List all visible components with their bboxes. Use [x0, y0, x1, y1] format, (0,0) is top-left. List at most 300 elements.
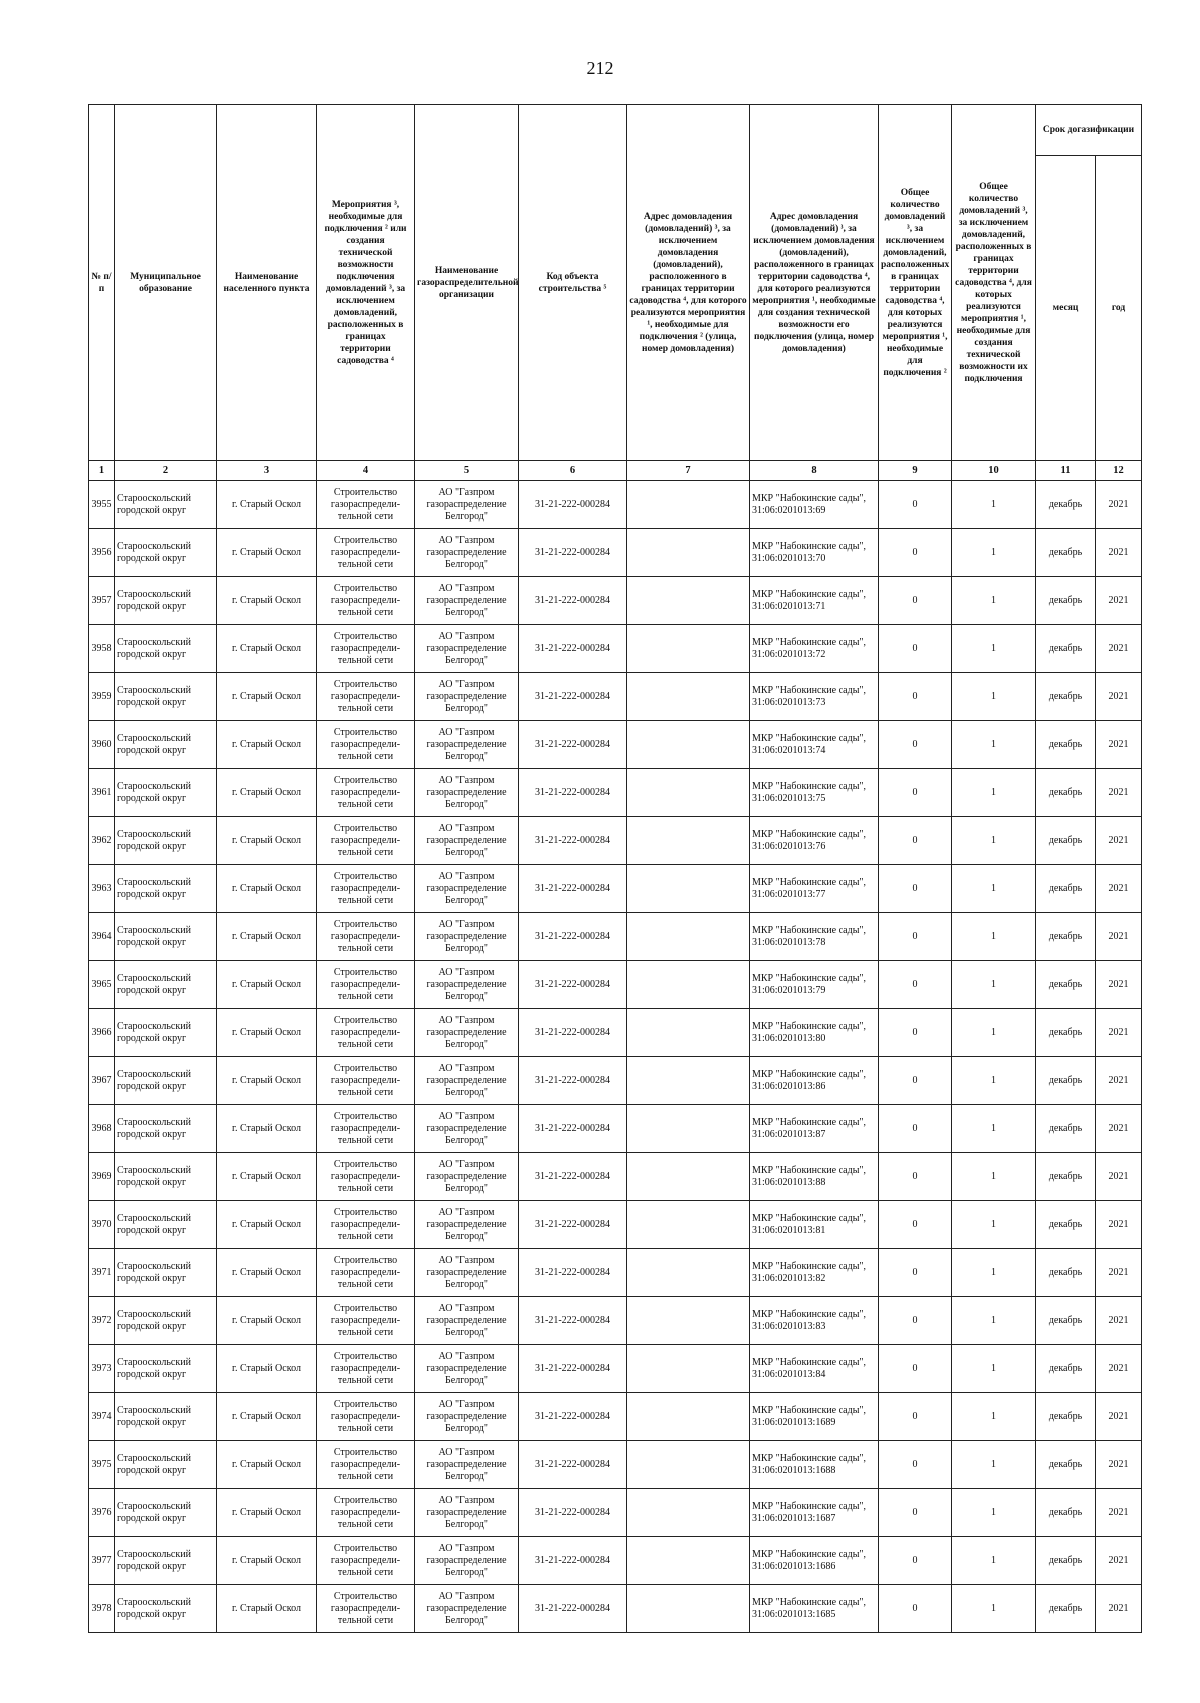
measure-cell: Строительство газораспредели-тельной сети: [317, 481, 415, 529]
object-code-cell: 31-21-222-000284: [519, 673, 627, 721]
count-connection-cell: 0: [879, 1489, 952, 1537]
header-month: месяц: [1036, 156, 1096, 461]
count-technical-cell: 1: [952, 625, 1036, 673]
year-cell: 2021: [1096, 529, 1142, 577]
month-cell: декабрь: [1036, 1297, 1096, 1345]
address-technical-cell: МКР "Набокинские сады", 31:06:0201013:75: [750, 769, 879, 817]
count-connection-cell: 0: [879, 961, 952, 1009]
count-technical-cell: 1: [952, 1297, 1036, 1345]
municipality-cell: Старооскольский городской округ: [115, 721, 217, 769]
year-cell: 2021: [1096, 961, 1142, 1009]
year-cell: 2021: [1096, 1057, 1142, 1105]
measure-cell: Строительство газораспредели-тельной сети: [317, 673, 415, 721]
month-cell: декабрь: [1036, 913, 1096, 961]
address-technical-cell: МКР "Набокинские сады", 31:06:0201013:78: [750, 913, 879, 961]
object-code-cell: 31-21-222-000284: [519, 1585, 627, 1633]
object-code-cell: 31-21-222-000284: [519, 1057, 627, 1105]
object-code-cell: 31-21-222-000284: [519, 865, 627, 913]
municipality-cell: Старооскольский городской округ: [115, 769, 217, 817]
address-connection-cell: [627, 1201, 750, 1249]
municipality-cell: Старооскольский городской округ: [115, 1393, 217, 1441]
month-cell: декабрь: [1036, 865, 1096, 913]
page-number: 212: [586, 58, 614, 78]
address-technical-cell: МКР "Набокинские сады", 31:06:0201013:1688: [750, 1441, 879, 1489]
measure-cell: Строительство газораспредели-тельной сети: [317, 1537, 415, 1585]
header-count-technical: Общее количество домовладений ³, за исключением домовладений, расположенных в границах территории садоводства ⁴, для которых реализуются мероприятия ¹, необходимые для создания технической возможности их подключения: [952, 105, 1036, 461]
count-connection-cell: 0: [879, 1441, 952, 1489]
year-cell: 2021: [1096, 1441, 1142, 1489]
measure-cell: Строительство газораспредели-тельной сети: [317, 577, 415, 625]
month-cell: декабрь: [1036, 1105, 1096, 1153]
address-connection-cell: [627, 1105, 750, 1153]
object-code-cell: 31-21-222-000284: [519, 1105, 627, 1153]
count-technical-cell: 1: [952, 721, 1036, 769]
address-technical-cell: МКР "Набокинские сады", 31:06:0201013:70: [750, 529, 879, 577]
column-number: 10: [952, 461, 1036, 481]
settlement-cell: г. Старый Оскол: [217, 1201, 317, 1249]
table-row: [89, 625, 1142, 673]
address-technical-cell: МКР "Набокинские сады", 31:06:0201013:84: [750, 1345, 879, 1393]
address-technical-cell: МКР "Набокинские сады", 31:06:0201013:1685: [750, 1585, 879, 1633]
count-technical-cell: 1: [952, 481, 1036, 529]
count-connection-cell: 0: [879, 577, 952, 625]
address-connection-cell: [627, 1585, 750, 1633]
row-number: 3969: [89, 1153, 115, 1201]
object-code-cell: 31-21-222-000284: [519, 625, 627, 673]
row-number: 3977: [89, 1537, 115, 1585]
address-connection-cell: [627, 1153, 750, 1201]
municipality-cell: Старооскольский городской округ: [115, 1249, 217, 1297]
municipality-cell: Старооскольский городской округ: [115, 577, 217, 625]
gas-organization-cell: АО "Газпром газораспределение Белгород": [415, 1057, 519, 1105]
row-number: 3963: [89, 865, 115, 913]
gas-organization-cell: АО "Газпром газораспределение Белгород": [415, 817, 519, 865]
table-row: [89, 1489, 1142, 1537]
municipality-cell: Старооскольский городской округ: [115, 481, 217, 529]
gasification-table: [88, 104, 1142, 1633]
table-row: [89, 1105, 1142, 1153]
header-settlement: Наименование населенного пункта: [217, 105, 317, 461]
count-technical-cell: 1: [952, 1441, 1036, 1489]
address-technical-cell: МКР "Набокинские сады", 31:06:0201013:80: [750, 1009, 879, 1057]
object-code-cell: 31-21-222-000284: [519, 1297, 627, 1345]
municipality-cell: Старооскольский городской округ: [115, 673, 217, 721]
month-cell: декабрь: [1036, 577, 1096, 625]
count-technical-cell: 1: [952, 1057, 1036, 1105]
column-number: 4: [317, 461, 415, 481]
year-cell: 2021: [1096, 1009, 1142, 1057]
table-row: [89, 673, 1142, 721]
count-connection-cell: 0: [879, 673, 952, 721]
object-code-cell: 31-21-222-000284: [519, 1489, 627, 1537]
settlement-cell: г. Старый Оскол: [217, 577, 317, 625]
settlement-cell: г. Старый Оскол: [217, 1345, 317, 1393]
gas-organization-cell: АО "Газпром газораспределение Белгород": [415, 865, 519, 913]
row-number: 3973: [89, 1345, 115, 1393]
table-row: [89, 961, 1142, 1009]
settlement-cell: г. Старый Оскол: [217, 625, 317, 673]
month-cell: декабрь: [1036, 1537, 1096, 1585]
column-number: 1: [89, 461, 115, 481]
object-code-cell: 31-21-222-000284: [519, 481, 627, 529]
count-connection-cell: 0: [879, 769, 952, 817]
address-connection-cell: [627, 1057, 750, 1105]
address-technical-cell: МКР "Набокинские сады", 31:06:0201013:81: [750, 1201, 879, 1249]
count-technical-cell: 1: [952, 769, 1036, 817]
settlement-cell: г. Старый Оскол: [217, 1009, 317, 1057]
count-connection-cell: 0: [879, 721, 952, 769]
row-number: 3968: [89, 1105, 115, 1153]
settlement-cell: г. Старый Оскол: [217, 865, 317, 913]
address-technical-cell: МКР "Набокинские сады", 31:06:0201013:79: [750, 961, 879, 1009]
gas-organization-cell: АО "Газпром газораспределение Белгород": [415, 529, 519, 577]
header-year: год: [1096, 156, 1142, 461]
year-cell: 2021: [1096, 1201, 1142, 1249]
month-cell: декабрь: [1036, 1201, 1096, 1249]
row-number: 3962: [89, 817, 115, 865]
year-cell: 2021: [1096, 625, 1142, 673]
measure-cell: Строительство газораспредели-тельной сети: [317, 1009, 415, 1057]
gas-organization-cell: АО "Газпром газораспределение Белгород": [415, 1249, 519, 1297]
year-cell: 2021: [1096, 769, 1142, 817]
count-connection-cell: 0: [879, 625, 952, 673]
header-deadline-group: Срок догазификации: [1036, 105, 1142, 156]
count-technical-cell: 1: [952, 1585, 1036, 1633]
count-technical-cell: 1: [952, 1393, 1036, 1441]
count-technical-cell: 1: [952, 913, 1036, 961]
year-cell: 2021: [1096, 1345, 1142, 1393]
table-row: [89, 1585, 1142, 1633]
year-cell: 2021: [1096, 481, 1142, 529]
count-technical-cell: 1: [952, 673, 1036, 721]
table-row: [89, 817, 1142, 865]
address-connection-cell: [627, 577, 750, 625]
settlement-cell: г. Старый Оскол: [217, 1393, 317, 1441]
row-number: 3975: [89, 1441, 115, 1489]
measure-cell: Строительство газораспредели-тельной сети: [317, 1489, 415, 1537]
table-row: [89, 769, 1142, 817]
count-technical-cell: 1: [952, 961, 1036, 1009]
row-number: 3960: [89, 721, 115, 769]
measure-cell: Строительство газораспредели-тельной сети: [317, 721, 415, 769]
municipality-cell: Старооскольский городской округ: [115, 1489, 217, 1537]
year-cell: 2021: [1096, 865, 1142, 913]
header-address-technical: Адрес домовладения (домовладений) ³, за исключением домовладения (домовладений), расположенного в границах территории садоводства ⁴, для которого реализуются мероприятия ¹, необходимые для создания технической возможности его подключения (улица, номер домовладения): [750, 105, 879, 461]
gas-organization-cell: АО "Газпром газораспределение Белгород": [415, 481, 519, 529]
municipality-cell: Старооскольский городской округ: [115, 1057, 217, 1105]
row-number: 3957: [89, 577, 115, 625]
header-measures: Мероприятия ³, необходимые для подключения ² или создания технической возможности подключения домовладений ³, за исключением домовладений, расположенных в границах территории садоводства ⁴: [317, 105, 415, 461]
table-row: [89, 1537, 1142, 1585]
address-technical-cell: МКР "Набокинские сады", 31:06:0201013:73: [750, 673, 879, 721]
object-code-cell: 31-21-222-000284: [519, 1153, 627, 1201]
municipality-cell: Старооскольский городской округ: [115, 1345, 217, 1393]
measure-cell: Строительство газораспредели-тельной сети: [317, 817, 415, 865]
gas-organization-cell: АО "Газпром газораспределение Белгород": [415, 625, 519, 673]
count-connection-cell: 0: [879, 1393, 952, 1441]
object-code-cell: 31-21-222-000284: [519, 1537, 627, 1585]
measure-cell: Строительство газораспредели-тельной сети: [317, 865, 415, 913]
count-technical-cell: 1: [952, 529, 1036, 577]
measure-cell: Строительство газораспредели-тельной сети: [317, 1057, 415, 1105]
settlement-cell: г. Старый Оскол: [217, 1297, 317, 1345]
month-cell: декабрь: [1036, 1153, 1096, 1201]
count-technical-cell: 1: [952, 1201, 1036, 1249]
count-technical-cell: 1: [952, 1345, 1036, 1393]
municipality-cell: Старооскольский городской округ: [115, 1537, 217, 1585]
object-code-cell: 31-21-222-000284: [519, 1249, 627, 1297]
count-connection-cell: 0: [879, 865, 952, 913]
table-row: [89, 481, 1142, 529]
municipality-cell: Старооскольский городской округ: [115, 1585, 217, 1633]
count-technical-cell: 1: [952, 1537, 1036, 1585]
object-code-cell: 31-21-222-000284: [519, 1345, 627, 1393]
month-cell: декабрь: [1036, 1489, 1096, 1537]
month-cell: декабрь: [1036, 721, 1096, 769]
month-cell: декабрь: [1036, 1585, 1096, 1633]
year-cell: 2021: [1096, 577, 1142, 625]
measure-cell: Строительство газораспредели-тельной сети: [317, 1393, 415, 1441]
measure-cell: Строительство газораспредели-тельной сети: [317, 913, 415, 961]
table-row: [89, 913, 1142, 961]
object-code-cell: 31-21-222-000284: [519, 1441, 627, 1489]
address-technical-cell: МКР "Набокинские сады", 31:06:0201013:69: [750, 481, 879, 529]
count-connection-cell: 0: [879, 1345, 952, 1393]
table-row: [89, 1249, 1142, 1297]
address-technical-cell: МКР "Набокинские сады", 31:06:0201013:83: [750, 1297, 879, 1345]
measure-cell: Строительство газораспредели-тельной сети: [317, 1249, 415, 1297]
column-number: 7: [627, 461, 750, 481]
count-connection-cell: 0: [879, 529, 952, 577]
settlement-cell: г. Старый Оскол: [217, 1249, 317, 1297]
settlement-cell: г. Старый Оскол: [217, 721, 317, 769]
settlement-cell: г. Старый Оскол: [217, 961, 317, 1009]
column-number: 12: [1096, 461, 1142, 481]
address-connection-cell: [627, 913, 750, 961]
object-code-cell: 31-21-222-000284: [519, 1201, 627, 1249]
settlement-cell: г. Старый Оскол: [217, 673, 317, 721]
address-connection-cell: [627, 1345, 750, 1393]
gas-organization-cell: АО "Газпром газораспределение Белгород": [415, 961, 519, 1009]
year-cell: 2021: [1096, 1393, 1142, 1441]
measure-cell: Строительство газораспредели-тельной сети: [317, 1585, 415, 1633]
table-row: [89, 1153, 1142, 1201]
row-number: 3972: [89, 1297, 115, 1345]
address-technical-cell: МКР "Набокинские сады", 31:06:0201013:1687: [750, 1489, 879, 1537]
measure-cell: Строительство газораспредели-тельной сети: [317, 1345, 415, 1393]
address-connection-cell: [627, 1249, 750, 1297]
column-number: 2: [115, 461, 217, 481]
address-technical-cell: МКР "Набокинские сады", 31:06:0201013:77: [750, 865, 879, 913]
gas-organization-cell: АО "Газпром газораспределение Белгород": [415, 1585, 519, 1633]
municipality-cell: Старооскольский городской округ: [115, 1201, 217, 1249]
year-cell: 2021: [1096, 1105, 1142, 1153]
header-municipality: Муниципальное образование: [115, 105, 217, 461]
address-connection-cell: [627, 1441, 750, 1489]
count-connection-cell: 0: [879, 1249, 952, 1297]
row-number: 3959: [89, 673, 115, 721]
table-row: [89, 577, 1142, 625]
column-number: 11: [1036, 461, 1096, 481]
header-gas-organization: Наименование газораспределительной организации: [415, 105, 519, 461]
address-connection-cell: [627, 673, 750, 721]
municipality-cell: Старооскольский городской округ: [115, 961, 217, 1009]
count-technical-cell: 1: [952, 817, 1036, 865]
month-cell: декабрь: [1036, 1057, 1096, 1105]
gas-organization-cell: АО "Газпром газораспределение Белгород": [415, 1489, 519, 1537]
gas-organization-cell: АО "Газпром газораспределение Белгород": [415, 673, 519, 721]
header-count-connection: Общее количество домовладений ³, за исключением домовладений, расположенных в границах территории садоводства ⁴, для которых реализуются мероприятия ¹, необходимые для подключения ²: [879, 105, 952, 461]
row-number: 3956: [89, 529, 115, 577]
object-code-cell: 31-21-222-000284: [519, 961, 627, 1009]
header-object-code: Код объекта строительства ⁵: [519, 105, 627, 461]
gas-organization-cell: АО "Газпром газораспределение Белгород": [415, 913, 519, 961]
settlement-cell: г. Старый Оскол: [217, 1585, 317, 1633]
address-connection-cell: [627, 481, 750, 529]
table-row: [89, 529, 1142, 577]
object-code-cell: 31-21-222-000284: [519, 769, 627, 817]
count-connection-cell: 0: [879, 1057, 952, 1105]
count-technical-cell: 1: [952, 1009, 1036, 1057]
address-connection-cell: [627, 529, 750, 577]
table-row: [89, 721, 1142, 769]
row-number: 3958: [89, 625, 115, 673]
gas-organization-cell: АО "Газпром газораспределение Белгород": [415, 1201, 519, 1249]
count-connection-cell: 0: [879, 1585, 952, 1633]
table-row: [89, 1057, 1142, 1105]
count-connection-cell: 0: [879, 1537, 952, 1585]
count-connection-cell: 0: [879, 1009, 952, 1057]
object-code-cell: 31-21-222-000284: [519, 721, 627, 769]
settlement-cell: г. Старый Оскол: [217, 1537, 317, 1585]
settlement-cell: г. Старый Оскол: [217, 481, 317, 529]
table-row: [89, 1201, 1142, 1249]
measure-cell: Строительство газораспредели-тельной сети: [317, 1153, 415, 1201]
measure-cell: Строительство газораспредели-тельной сети: [317, 961, 415, 1009]
row-number: 3965: [89, 961, 115, 1009]
year-cell: 2021: [1096, 1249, 1142, 1297]
year-cell: 2021: [1096, 817, 1142, 865]
column-number: 6: [519, 461, 627, 481]
gas-organization-cell: АО "Газпром газораспределение Белгород": [415, 721, 519, 769]
table-row: [89, 1393, 1142, 1441]
object-code-cell: 31-21-222-000284: [519, 913, 627, 961]
row-number: 3971: [89, 1249, 115, 1297]
row-number: 3966: [89, 1009, 115, 1057]
row-number: 3978: [89, 1585, 115, 1633]
gas-organization-cell: АО "Газпром газораспределение Белгород": [415, 1441, 519, 1489]
month-cell: декабрь: [1036, 961, 1096, 1009]
address-connection-cell: [627, 625, 750, 673]
column-number: 8: [750, 461, 879, 481]
column-number: 9: [879, 461, 952, 481]
count-connection-cell: 0: [879, 817, 952, 865]
address-connection-cell: [627, 1489, 750, 1537]
column-number: 5: [415, 461, 519, 481]
gas-organization-cell: АО "Газпром газораспределение Белгород": [415, 1537, 519, 1585]
settlement-cell: г. Старый Оскол: [217, 913, 317, 961]
gas-organization-cell: АО "Газпром газораспределение Белгород": [415, 1153, 519, 1201]
measure-cell: Строительство газораспредели-тельной сети: [317, 1105, 415, 1153]
month-cell: декабрь: [1036, 481, 1096, 529]
count-technical-cell: 1: [952, 1489, 1036, 1537]
count-technical-cell: 1: [952, 577, 1036, 625]
municipality-cell: Старооскольский городской округ: [115, 1297, 217, 1345]
municipality-cell: Старооскольский городской округ: [115, 1153, 217, 1201]
month-cell: декабрь: [1036, 625, 1096, 673]
municipality-cell: Старооскольский городской округ: [115, 913, 217, 961]
address-connection-cell: [627, 1537, 750, 1585]
count-connection-cell: 0: [879, 1153, 952, 1201]
settlement-cell: г. Старый Оскол: [217, 1057, 317, 1105]
year-cell: 2021: [1096, 1297, 1142, 1345]
measure-cell: Строительство газораспредели-тельной сети: [317, 1201, 415, 1249]
count-technical-cell: 1: [952, 1249, 1036, 1297]
row-number: 3955: [89, 481, 115, 529]
header-row-number: № п/п: [89, 105, 115, 461]
municipality-cell: Старооскольский городской округ: [115, 1009, 217, 1057]
count-technical-cell: 1: [952, 865, 1036, 913]
address-technical-cell: МКР "Набокинские сады", 31:06:0201013:71: [750, 577, 879, 625]
address-technical-cell: МКР "Набокинские сады", 31:06:0201013:72: [750, 625, 879, 673]
row-number: 3961: [89, 769, 115, 817]
count-connection-cell: 0: [879, 1105, 952, 1153]
count-connection-cell: 0: [879, 913, 952, 961]
object-code-cell: 31-21-222-000284: [519, 577, 627, 625]
table-header: [89, 105, 1142, 481]
year-cell: 2021: [1096, 721, 1142, 769]
measure-cell: Строительство газораспредели-тельной сети: [317, 769, 415, 817]
gas-organization-cell: АО "Газпром газораспределение Белгород": [415, 1393, 519, 1441]
year-cell: 2021: [1096, 673, 1142, 721]
count-technical-cell: 1: [952, 1153, 1036, 1201]
municipality-cell: Старооскольский городской округ: [115, 817, 217, 865]
address-connection-cell: [627, 769, 750, 817]
gas-organization-cell: АО "Газпром газораспределение Белгород": [415, 1297, 519, 1345]
address-connection-cell: [627, 961, 750, 1009]
month-cell: декабрь: [1036, 1009, 1096, 1057]
settlement-cell: г. Старый Оскол: [217, 529, 317, 577]
municipality-cell: Старооскольский городской округ: [115, 1105, 217, 1153]
address-technical-cell: МКР "Набокинские сады", 31:06:0201013:87: [750, 1105, 879, 1153]
count-connection-cell: 0: [879, 481, 952, 529]
gas-organization-cell: АО "Газпром газораспределение Белгород": [415, 769, 519, 817]
year-cell: 2021: [1096, 1585, 1142, 1633]
address-technical-cell: МКР "Набокинские сады", 31:06:0201013:82: [750, 1249, 879, 1297]
year-cell: 2021: [1096, 1537, 1142, 1585]
table-row: [89, 865, 1142, 913]
gas-organization-cell: АО "Газпром газораспределение Белгород": [415, 1345, 519, 1393]
month-cell: декабрь: [1036, 529, 1096, 577]
municipality-cell: Старооскольский городской округ: [115, 625, 217, 673]
gas-organization-cell: АО "Газпром газораспределение Белгород": [415, 1105, 519, 1153]
address-technical-cell: МКР "Набокинские сады", 31:06:0201013:1689: [750, 1393, 879, 1441]
municipality-cell: Старооскольский городской округ: [115, 1441, 217, 1489]
measure-cell: Строительство газораспредели-тельной сети: [317, 1441, 415, 1489]
table-row: [89, 1009, 1142, 1057]
object-code-cell: 31-21-222-000284: [519, 1009, 627, 1057]
measure-cell: Строительство газораспредели-тельной сети: [317, 1297, 415, 1345]
gas-organization-cell: АО "Газпром газораспределение Белгород": [415, 577, 519, 625]
object-code-cell: 31-21-222-000284: [519, 817, 627, 865]
settlement-cell: г. Старый Оскол: [217, 1105, 317, 1153]
row-number: 3976: [89, 1489, 115, 1537]
month-cell: декабрь: [1036, 769, 1096, 817]
settlement-cell: г. Старый Оскол: [217, 1153, 317, 1201]
row-number: 3964: [89, 913, 115, 961]
header-address-connection: Адрес домовладения (домовладений) ³, за исключением домовладения (домовладений), расположенного в границах территории садоводства ⁴, для которого реализуются мероприятия ¹, необходимые для подключения ² (улица, номер домовладения): [627, 105, 750, 461]
year-cell: 2021: [1096, 1489, 1142, 1537]
